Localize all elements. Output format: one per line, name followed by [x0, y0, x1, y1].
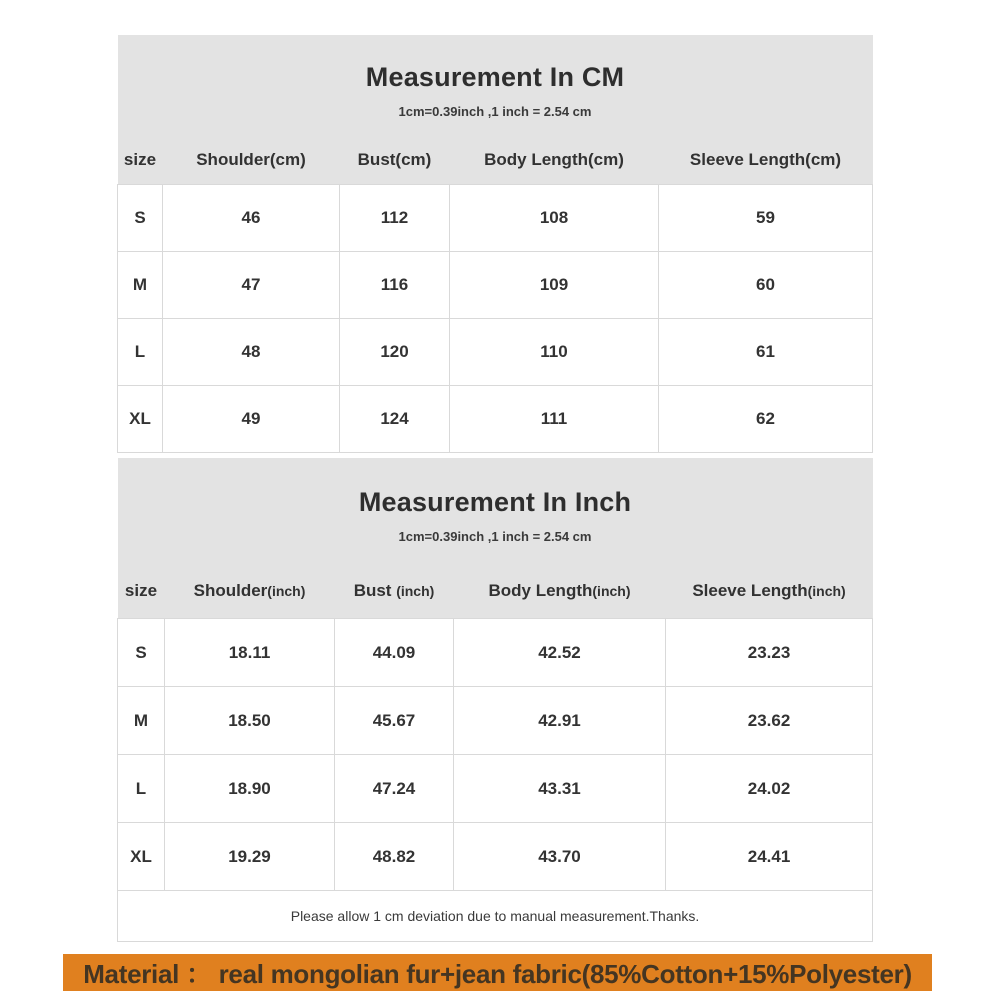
- deviation-note: Please allow 1 cm deviation due to manual measurement.Thanks.: [118, 891, 873, 942]
- inch-col-sleeve-length: Sleeve Length(inch): [666, 563, 873, 619]
- deviation-note-row: [118, 891, 873, 942]
- cm-col-size: size: [118, 135, 163, 185]
- size-label: M: [118, 687, 165, 755]
- cm-row-m: [118, 252, 873, 319]
- table-cell: 124: [340, 386, 450, 453]
- size-label: XL: [118, 823, 165, 891]
- inch-row-xl: [118, 823, 873, 891]
- table-cell: 59: [659, 185, 873, 252]
- cm-measurement-table: [117, 35, 873, 453]
- table-cell: 46: [163, 185, 340, 252]
- cm-row-s: [118, 185, 873, 252]
- table-cell: 108: [450, 185, 659, 252]
- table-cell: 45.67: [335, 687, 454, 755]
- table-cell: 60: [659, 252, 873, 319]
- table-cell: 110: [450, 319, 659, 386]
- material-text: Material ： real mongolian fur+jean fabric(85%Cotton+15%Polyester): [83, 959, 912, 989]
- table-cell: 62: [659, 386, 873, 453]
- table-cell: 42.52: [454, 619, 666, 687]
- inch-row-m: [118, 687, 873, 755]
- table-cell: 19.29: [165, 823, 335, 891]
- table-cell: 18.11: [165, 619, 335, 687]
- size-label: M: [118, 252, 163, 319]
- table-cell: 120: [340, 319, 450, 386]
- table-cell: 43.31: [454, 755, 666, 823]
- cm-col-body-length: Body Length(cm): [450, 135, 659, 185]
- inch-column-header-row: [118, 563, 873, 619]
- cm-table-header-band: [118, 35, 873, 135]
- table-cell: 42.91: [454, 687, 666, 755]
- table-cell: 48.82: [335, 823, 454, 891]
- cm-column-header-row: [118, 135, 873, 185]
- inch-col-shoulder: Shoulder(inch): [165, 563, 335, 619]
- table-cell: 112: [340, 185, 450, 252]
- inch-col-bust: Bust (inch): [335, 563, 454, 619]
- inch-measurement-table: [117, 458, 873, 942]
- size-label: S: [118, 619, 165, 687]
- table-cell: 23.62: [666, 687, 873, 755]
- size-label: XL: [118, 386, 163, 453]
- cm-row-l: [118, 319, 873, 386]
- table-cell: 24.02: [666, 755, 873, 823]
- table-cell: 24.41: [666, 823, 873, 891]
- table-cell: 47: [163, 252, 340, 319]
- table-cell: 49: [163, 386, 340, 453]
- inch-table-title: Measurement In Inch: [358, 487, 632, 517]
- table-cell: 61: [659, 319, 873, 386]
- cm-col-shoulder: Shoulder(cm): [163, 135, 340, 185]
- inch-col-size: size: [118, 563, 165, 619]
- inch-table-header-band: [118, 458, 873, 563]
- inch-row-l: [118, 755, 873, 823]
- table-cell: 18.90: [165, 755, 335, 823]
- table-cell: 111: [450, 386, 659, 453]
- table-cell: 109: [450, 252, 659, 319]
- table-cell: 23.23: [666, 619, 873, 687]
- inch-col-body-length: Body Length(inch): [454, 563, 666, 619]
- inch-row-s: [118, 619, 873, 687]
- size-label: S: [118, 185, 163, 252]
- table-cell: 18.50: [165, 687, 335, 755]
- cm-row-xl: [118, 386, 873, 453]
- cm-table-subtitle: 1cm=0.39inch ,1 inch = 2.54 cm: [398, 103, 592, 119]
- material-banner: [63, 954, 932, 991]
- size-label: L: [118, 755, 165, 823]
- table-cell: 116: [340, 252, 450, 319]
- size-label: L: [118, 319, 163, 386]
- cm-col-sleeve-length: Sleeve Length(cm): [659, 135, 873, 185]
- table-cell: 47.24: [335, 755, 454, 823]
- table-cell: 48: [163, 319, 340, 386]
- cm-col-bust: Bust(cm): [340, 135, 450, 185]
- inch-table-subtitle: 1cm=0.39inch ,1 inch = 2.54 cm: [398, 529, 592, 544]
- table-cell: 44.09: [335, 619, 454, 687]
- table-cell: 43.70: [454, 823, 666, 891]
- cm-table-title: Measurement In CM: [365, 61, 625, 92]
